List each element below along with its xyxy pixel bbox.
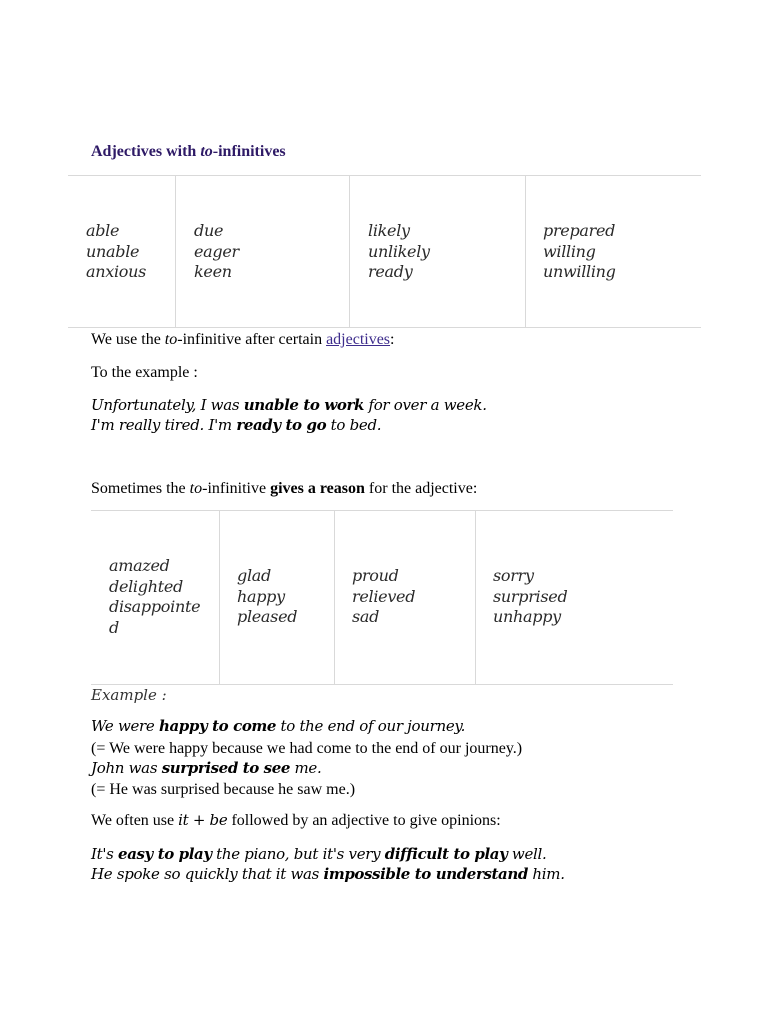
example-line — [91, 416, 381, 434]
adjective-word: keen — [194, 262, 232, 281]
adjective-word: glad — [237, 566, 271, 585]
page-title — [91, 143, 286, 161]
example-line — [91, 396, 487, 414]
reason-text: -infinitive — [202, 480, 271, 497]
example-text: We were — [91, 717, 159, 735]
example-text: I'm really tired. I'm — [91, 416, 237, 434]
example-label: Example : — [91, 686, 167, 704]
example-line — [91, 717, 465, 735]
example-text: him. — [527, 865, 565, 883]
example-text: well. — [507, 845, 547, 863]
adjective-word: unhappy — [493, 607, 561, 626]
adjective-word: proud — [352, 566, 399, 585]
adjective-word: able — [86, 221, 120, 240]
title-text: Adjectives with — [91, 143, 201, 160]
example-text: me. — [290, 759, 322, 777]
example-text: Unfortunately, I was — [91, 396, 244, 414]
example-highlight: unable to work — [243, 396, 364, 414]
example-text: It's — [91, 845, 119, 863]
table2-col-4 — [493, 566, 567, 628]
example-highlight: impossible to understand — [323, 865, 528, 883]
example-highlight: happy to come — [158, 717, 277, 735]
table2-col-3 — [352, 566, 415, 628]
adjective-word: prepared — [543, 221, 616, 240]
adjective-word: surprised — [493, 586, 568, 606]
adjective-word: d — [109, 617, 119, 637]
adjective-word: relieved — [352, 586, 416, 606]
adjective-word: amazed — [109, 556, 170, 575]
adjective-word: pleased — [237, 607, 298, 626]
table1-divider — [175, 176, 176, 327]
adjective-word: sorry — [493, 566, 534, 585]
adjective-word: ready — [368, 262, 413, 281]
adjective-word: willing — [543, 241, 596, 261]
example-highlight: ready to go — [236, 416, 327, 434]
reason-text: Sometimes the — [91, 480, 190, 497]
example-highlight: easy to play — [118, 845, 212, 863]
adjective-word: likely — [368, 221, 410, 240]
example-line — [91, 759, 321, 777]
intro-paragraph — [91, 329, 394, 350]
adjective-word: unlikely — [368, 241, 430, 261]
intro-to: to — [164, 331, 178, 348]
example-text: John was — [91, 759, 162, 777]
table1-col-1 — [86, 221, 146, 283]
example-text: to the end of our journey. — [276, 717, 466, 735]
reason-text: for the adjective: — [364, 480, 478, 497]
example-heading: To the example : — [91, 364, 198, 381]
example-line — [91, 845, 547, 863]
table1-divider — [349, 176, 350, 327]
adjective-word: due — [194, 221, 224, 240]
intro-text: : — [390, 331, 395, 348]
intro-text: -infinitive after certain — [177, 331, 327, 348]
adjective-word: unwilling — [543, 262, 616, 281]
opinion-text: We often use — [91, 812, 179, 829]
table1-divider — [525, 176, 526, 327]
table2-divider — [334, 511, 335, 684]
adjective-word: happy — [237, 586, 285, 606]
example-highlight: difficult to play — [384, 845, 508, 863]
adjective-word: eager — [194, 241, 239, 261]
adjective-word: disappointe — [109, 597, 201, 616]
reason-to: to — [189, 480, 203, 497]
table1-col-2 — [194, 221, 239, 283]
adjective-word: sad — [352, 607, 380, 626]
opinion-text: followed by an adjective to give opinions: — [227, 812, 501, 829]
example-text: for over a week. — [363, 396, 487, 414]
opinion-formula: it + be — [178, 811, 228, 829]
example-highlight: surprised to see — [161, 759, 291, 777]
title-to: to — [200, 143, 213, 160]
explanation-line: (= We were happy because we had come to the end of our journey.) — [91, 740, 523, 757]
explanation-line: (= He was surprised because he saw me.) — [91, 781, 356, 798]
table1-col-4 — [543, 221, 616, 283]
table2-divider — [219, 511, 220, 684]
adjective-word: delighted — [109, 576, 183, 596]
reason-highlight: gives a reason — [270, 480, 365, 497]
example-line — [91, 865, 565, 883]
reason-paragraph — [91, 478, 477, 499]
table2-divider — [475, 511, 476, 684]
table2-col-2 — [237, 566, 297, 628]
adjectives-link[interactable]: adjectives — [326, 331, 391, 348]
opinion-paragraph — [91, 810, 501, 831]
adjective-word: unable — [86, 241, 140, 261]
table2-col-1 — [109, 556, 200, 638]
intro-text: We use the — [91, 331, 165, 348]
example-text: to bed. — [326, 416, 382, 434]
table1-col-3 — [368, 221, 430, 283]
example-text: the piano, but it's very — [211, 845, 385, 863]
title-suffix: -infinitives — [212, 143, 286, 160]
example-text: He spoke so quickly that it was — [91, 865, 324, 883]
adjective-word: anxious — [86, 262, 147, 281]
